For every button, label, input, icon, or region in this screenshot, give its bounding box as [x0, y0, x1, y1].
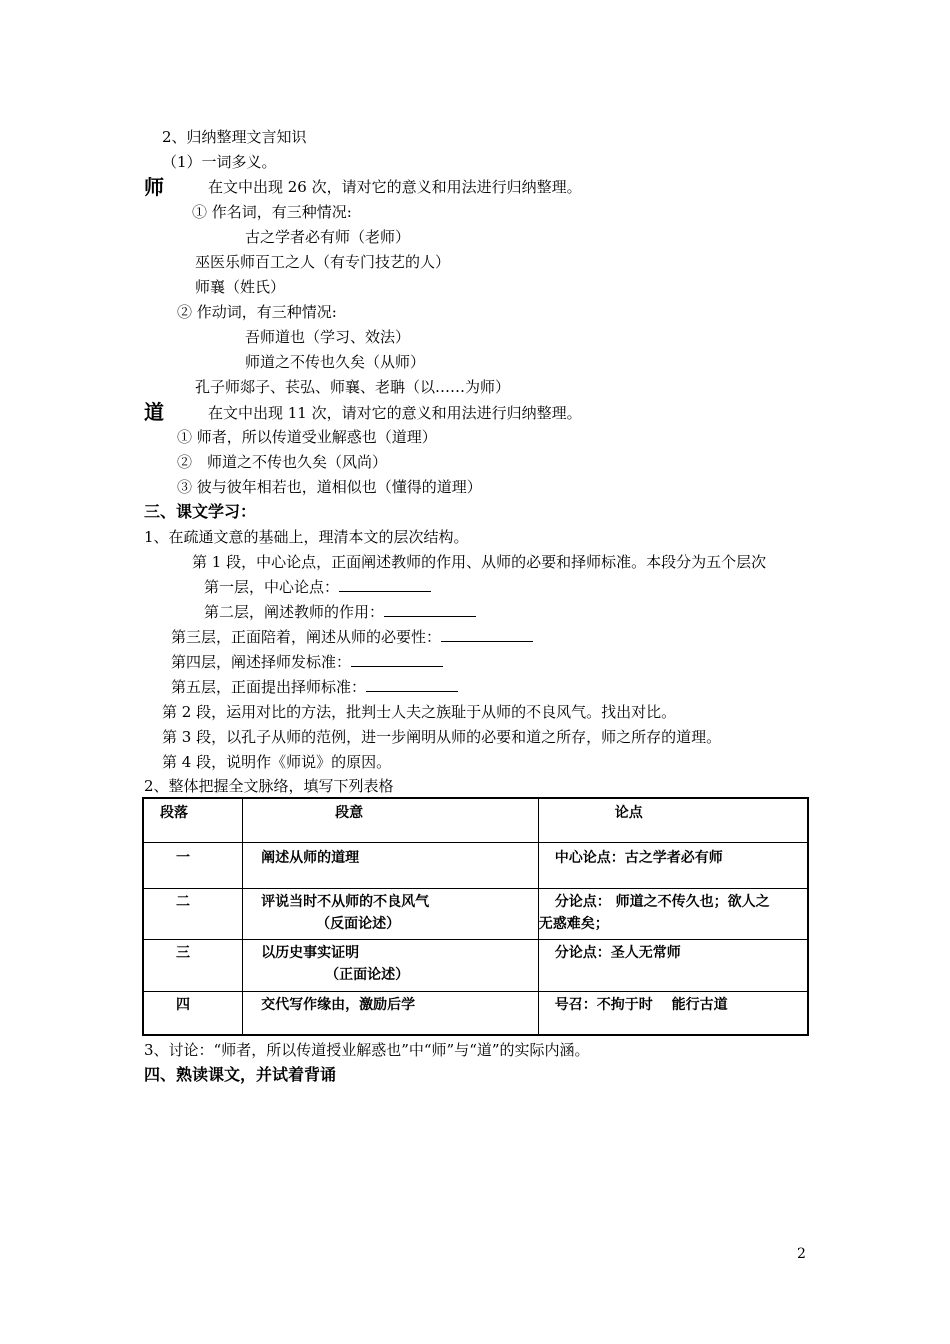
- table-cell-meaning: 交代写作缘由，激励后学: [243, 991, 539, 1035]
- task-item: 1、在疏通文意的基础上，理清本文的层次结构。: [144, 528, 469, 546]
- subsection-heading: （1）一词多义。: [162, 153, 277, 171]
- layer-line: [171, 652, 443, 672]
- table-cell-meaning: 以历史事实证明 （正面论述）: [243, 939, 539, 991]
- table-cell-point: 分论点： 师道之不传久也；欲人之 无惑难矣；: [538, 888, 808, 939]
- table-cell-para: 四: [143, 991, 243, 1035]
- section-heading: 四、熟读课文，并试着背诵: [144, 1065, 337, 1084]
- paragraph-summary: 第 3 段，以孔子从师的范例，进一步阐明从师的必要和道之所存，师之所存的道理。: [162, 728, 722, 746]
- usage-item: 吾师道也（学习、效法）: [245, 328, 411, 346]
- table-row: [143, 991, 808, 1035]
- fill-blank[interactable]: [384, 602, 476, 617]
- table-cell-point: 分论点：圣人无常师: [538, 939, 808, 991]
- layer-label: 第五层，正面提出择师标准：: [171, 678, 367, 696]
- layer-line: [204, 602, 476, 622]
- table-row: [143, 888, 808, 939]
- table-cell-para: 一: [143, 842, 243, 888]
- table-cell-meaning: 评说当时不从师的不良风气 （反面论述）: [243, 888, 539, 939]
- layer-label: 第二层，阐述教师的作用：: [204, 603, 385, 621]
- usage-intro: ② 作动词，有三种情况:: [177, 303, 337, 321]
- section-heading: 三、课文学习：: [144, 502, 257, 521]
- table-cell-point: 号召：不拘于时 能行古道: [538, 991, 808, 1035]
- keyword-intro: 在文中出现 26 次，请对它的意义和用法进行归纳整理。: [208, 178, 582, 196]
- table-cell-point: 中心论点：古之学者必有师: [538, 842, 808, 888]
- layer-label: 第一层，中心论点：: [204, 578, 340, 596]
- table-row: [143, 842, 808, 888]
- table-row: [143, 939, 808, 991]
- fill-blank[interactable]: [366, 677, 458, 692]
- layer-line: [171, 627, 533, 647]
- keyword-intro: 在文中出现 11 次，请对它的意义和用法进行归纳整理。: [208, 404, 582, 422]
- table-header-row: [143, 798, 808, 842]
- keyword-shi: 师: [144, 175, 164, 199]
- fill-blank[interactable]: [339, 577, 431, 592]
- usage-item: ③ 彼与彼年相若也，道相似也（懂得的道理）: [177, 478, 482, 496]
- paragraph-summary: 第 2 段，运用对比的方法，批判士人夫之族耻于从师的不良风气。找出对比。: [162, 703, 677, 721]
- table-header-cell: 段落: [143, 798, 243, 842]
- table-cell-meaning: 阐述从师的道理: [243, 842, 539, 888]
- usage-item: 巫医乐师百工之人（有专门技艺的人）: [195, 253, 451, 271]
- usage-item: 古之学者必有师（老师）: [245, 228, 411, 246]
- table-cell-para: 二: [143, 888, 243, 939]
- usage-item: ② 师道之不传也久矣（风尚）: [177, 453, 388, 471]
- layer-label: 第四层，阐述择师发标准：: [171, 653, 352, 671]
- layer-line: [171, 677, 458, 697]
- fill-blank[interactable]: [351, 652, 443, 667]
- usage-item: 师道之不传也久矣（从师）: [245, 353, 426, 371]
- table-cell-para: 三: [143, 939, 243, 991]
- fill-blank[interactable]: [441, 627, 533, 642]
- task-item: 2、整体把握全文脉络，填写下列表格: [144, 777, 394, 795]
- table-header-cell: 段意: [243, 798, 539, 842]
- task-item: 3、讨论：“师者，所以传道授业解惑也”中“师”与“道”的实际内涵。: [144, 1041, 590, 1059]
- usage-item: 孔子师郯子、苌弘、师襄、老聃（以……为师）: [195, 378, 511, 396]
- structure-table: [142, 797, 809, 1036]
- usage-item: 师襄（姓氏）: [195, 278, 286, 296]
- keyword-dao: 道: [144, 400, 164, 424]
- usage-intro: ① 作名词，有三种情况:: [192, 203, 352, 221]
- paragraph-summary: 第 4 段，说明作《师说》的原因。: [162, 753, 392, 771]
- paragraph-summary: 第 1 段，中心论点，正面阐述教师的作用、从师的必要和择师标准。本段分为五个层次: [192, 553, 767, 571]
- page-number: 2: [797, 1246, 806, 1262]
- table-header-cell: 论点: [538, 798, 808, 842]
- layer-label: 第三层，正面陪着，阐述从师的必要性：: [171, 628, 442, 646]
- section-heading: 2、归纳整理文言知识: [162, 128, 307, 146]
- layer-line: [204, 577, 431, 597]
- usage-item: ① 师者，所以传道受业解惑也（道理）: [177, 428, 437, 446]
